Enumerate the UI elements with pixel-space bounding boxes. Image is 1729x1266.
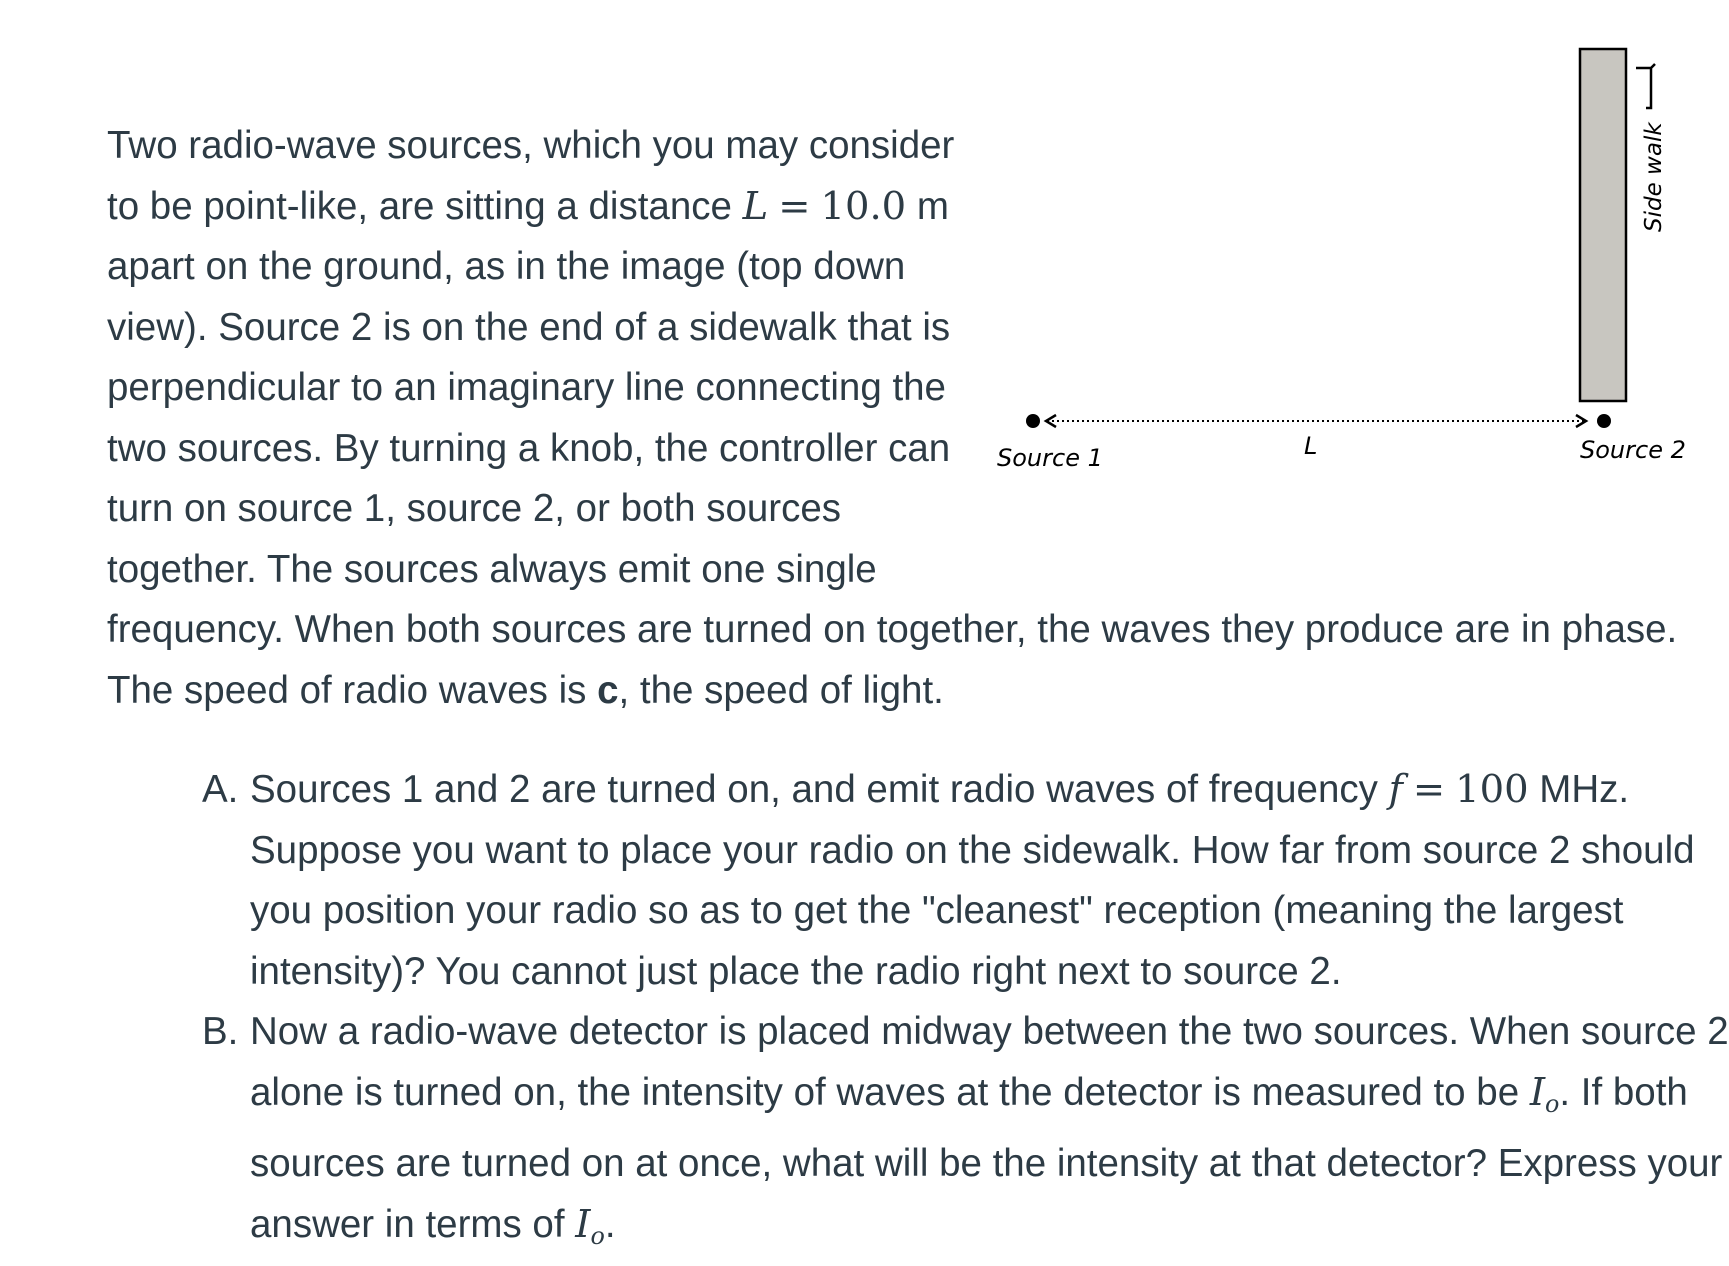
- question-a-text-2: . Suppose you want to place your radio on the sidewalk. How far from source 2 should you position your radio so as to get the "cleanest" reception (meaning the largest intensity)? You cannot just place the radio right next to source 2.: [250, 768, 1695, 993]
- question-b-text-3: .: [604, 1202, 616, 1246]
- speed-of-light-symbol: c: [597, 668, 619, 712]
- sidewalk-label-arrow: [1636, 64, 1655, 108]
- f-value: 100: [1455, 767, 1529, 812]
- var-I: I: [575, 1201, 591, 1247]
- question-b-marker: B.: [202, 1010, 239, 1053]
- question-a-marker: A.: [202, 768, 239, 811]
- var-I: I: [1529, 1069, 1546, 1115]
- distance-label: L: [1304, 432, 1318, 460]
- sidewalk-label: Side walk: [1641, 122, 1667, 232]
- question-b-text-1: Now a radio-wave detector is placed midway between the two sources. When source 2 alone is turned on, the intensity of waves at the detector is measured to be: [250, 1010, 1729, 1114]
- var-I-subscript: o: [590, 1221, 605, 1250]
- source-2-dot: [1597, 414, 1611, 428]
- intro-text-1: Two radio-wave sources, which you may consider to be point-like, are sitting a distance: [107, 124, 955, 228]
- intro-text-2: apart on the ground, as in the image (top down view). Source 2 is on the end of a sidewalk that is perpendicular to an imaginary line connecting the two sources. By turning a knob, the controller can turn on source 1, source 2, or both sources together. The sources always emit one single frequency. When both sources are turned on together, the waves they produce are in phase. The speed of radio waves is: [107, 245, 1678, 712]
- var-f: f: [1388, 767, 1403, 812]
- var-L: L: [742, 183, 769, 229]
- source-2-label: Source 2: [1580, 436, 1686, 464]
- equals-sign: =: [1412, 767, 1446, 812]
- distance-arrow-left: [1046, 415, 1056, 427]
- source-1-dot: [1026, 414, 1040, 428]
- question-list: [200, 760, 1729, 1266]
- question-b-text-2: . If both sources are turned on at once, what will be the intensity at that detector? Express your answer in terms of: [250, 1070, 1723, 1246]
- f-unit: MHz: [1528, 768, 1619, 811]
- question-a-text-1: Sources 1 and 2 are turned on, and emit radio waves of frequency: [250, 768, 1389, 811]
- intro-text-3: , the speed of light.: [618, 668, 944, 712]
- question-b: [200, 1002, 1729, 1266]
- equals-sign: =: [778, 183, 811, 229]
- source-1-label: Source 1: [997, 444, 1103, 472]
- source-diagram: [985, 40, 1705, 480]
- sidewalk: [1580, 49, 1626, 401]
- question-a: [200, 760, 1729, 1002]
- L-value: 10.0: [820, 183, 907, 229]
- var-I-subscript: o: [1545, 1089, 1560, 1118]
- L-unit: m: [906, 184, 949, 228]
